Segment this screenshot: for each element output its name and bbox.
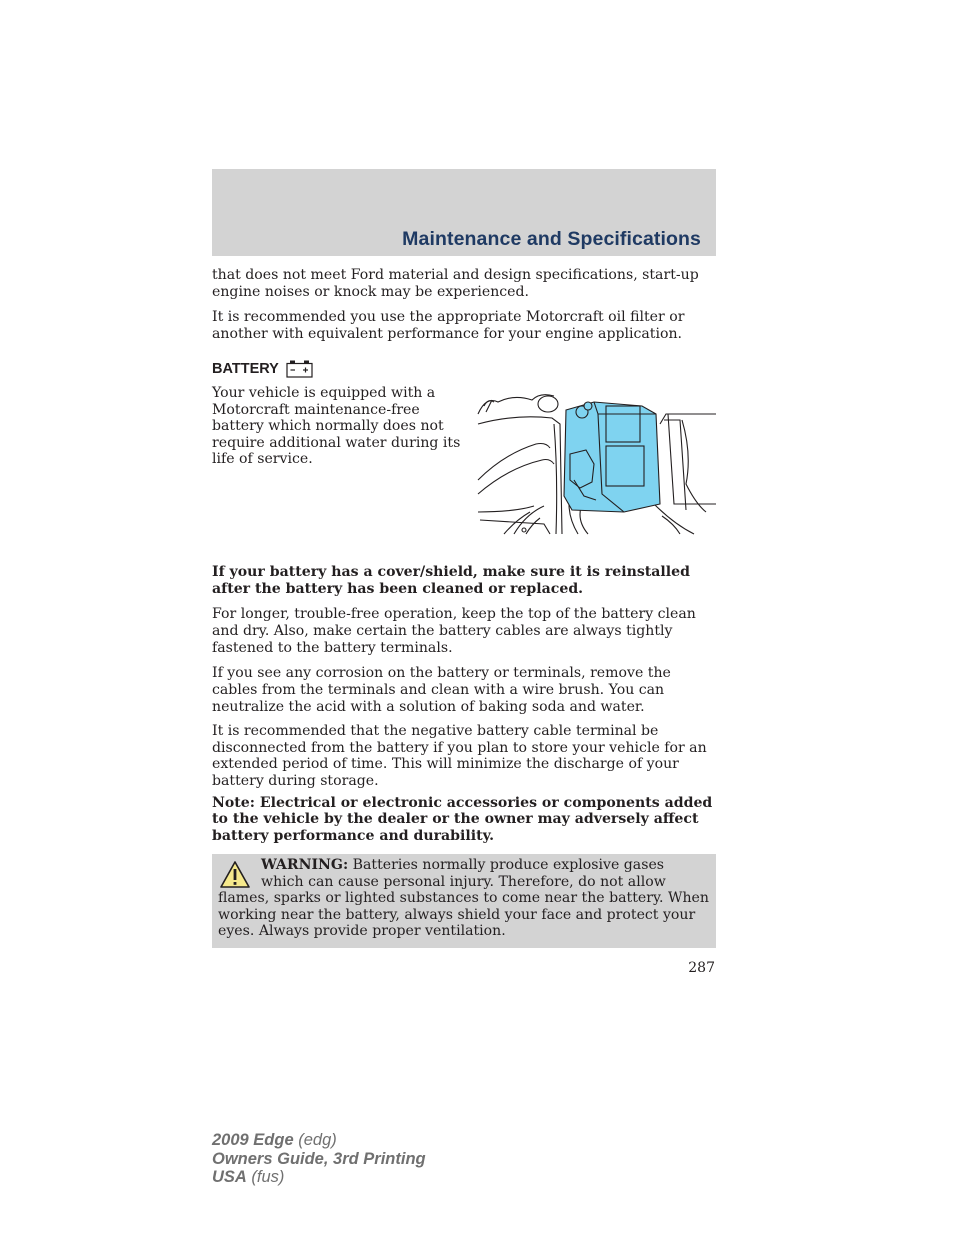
warning-box <box>212 854 716 948</box>
paragraph-battery-intro: Your vehicle is equipped with a Motorcraft maintenance-free battery which normally does not require additional water during its life of service. <box>212 385 461 468</box>
footer-model: 2009 Edge <box>212 1131 294 1149</box>
footer-region-code: (fus) <box>246 1168 285 1186</box>
footer-line-3 <box>212 1168 426 1187</box>
paragraph-oil-filter: It is recommended you use the appropriate Motorcraft oil filter or another with equivalent performance for your engine application. <box>212 309 685 343</box>
footer <box>212 1131 426 1187</box>
battery-heading <box>212 360 313 378</box>
warning-body: Batteries normally produce explosive gases which can cause personal injury. Therefore, do not allow flames, sparks or lighted substances to come near the battery. When working near the battery, always shield your face and protect your eyes. Always provide proper ventilation. <box>218 857 709 940</box>
battery-accessories-note: Note: Electrical or electronic accessories or components added to the vehicle by the dealer or the owner may adversely affect battery performance and durability. <box>212 795 713 844</box>
battery-cover-note: If your battery has a cover/shield, make sure it is reinstalled after the battery has been cleaned or replaced. <box>212 564 690 598</box>
section-header <box>212 169 716 256</box>
paragraph-battery-storage: It is recommended that the negative battery cable terminal be disconnected from the battery if you plan to store your vehicle for an extended period of time. This will minimize the discharge of your battery during storage. <box>212 723 707 789</box>
battery-heading-label: BATTERY <box>212 361 279 377</box>
warning-icon-spacer <box>218 857 261 889</box>
footer-line-2: Owners Guide, 3rd Printing <box>212 1149 426 1168</box>
footer-line-1 <box>212 1131 426 1150</box>
footer-model-code: (edg) <box>293 1131 337 1149</box>
warning-label: WARNING: <box>261 857 349 873</box>
battery-icon <box>286 360 313 378</box>
warning-text <box>218 857 710 940</box>
paragraph-oil-spec: that does not meet Ford material and design specifications, start-up engine noises or knock may be experienced. <box>212 267 699 301</box>
paragraph-battery-clean: For longer, trouble-free operation, keep the top of the battery clean and dry. Also, make certain the battery cables are always tightly fastened to the battery terminals. <box>212 606 696 657</box>
section-title: Maintenance and Specifications <box>402 228 701 250</box>
paragraph-battery-corrosion: If you see any corrosion on the battery or terminals, remove the cables from the terminals and clean with a wire brush. You can neutralize the acid with a solution of baking soda and water. <box>212 665 671 716</box>
footer-region: USA <box>212 1168 247 1186</box>
page-number: 287 <box>688 960 715 976</box>
engine-battery-illustration <box>474 384 716 536</box>
